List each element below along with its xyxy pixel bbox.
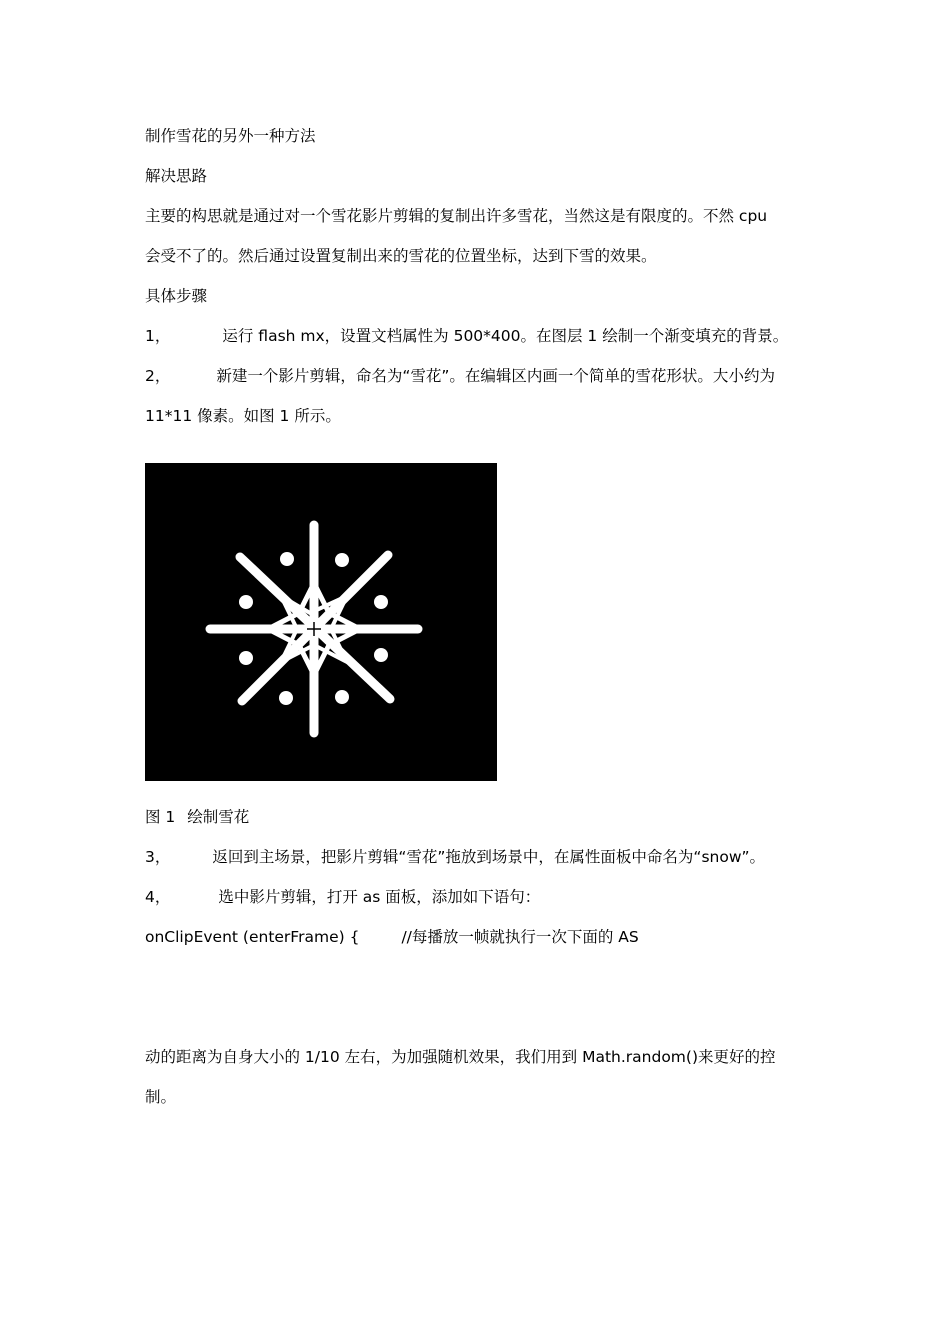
- step-2: [145, 356, 815, 396]
- code-line-7: [145, 1157, 815, 1197]
- step-text: 运行 flash mx，设置文档属性为 500*400。在图层 1 绘制一个渐变填充的背景。: [222, 327, 789, 345]
- steps-heading: 具体步骤: [145, 287, 208, 305]
- step-1: [145, 316, 815, 356]
- figure-caption-text: 绘制雪花: [187, 808, 250, 826]
- code-comment: //每播放一帧就执行一次下面的 AS: [401, 928, 639, 946]
- snowflake-figure: [145, 463, 497, 781]
- document-title: 制作雪花的另外一种方法: [145, 127, 316, 145]
- step-number: 3，: [145, 848, 171, 866]
- code-line-2: [145, 957, 815, 997]
- code-line-6: [145, 1117, 815, 1157]
- approach-paragraph-line-2: 会受不了的。然后通过设置复制出来的雪花的位置坐标，达到下雪的效果。: [145, 247, 657, 265]
- code-text: onClipEvent (enterFrame) {: [145, 928, 360, 946]
- step-text: 11*11 像素。如图 1 所示。: [145, 407, 341, 425]
- approach-heading: 解决思路: [145, 167, 208, 185]
- step-3: [145, 837, 815, 877]
- step-text: 选中影片剪辑，打开 as 面板，添加如下语句：: [218, 888, 541, 906]
- code-comment-line-5: [145, 1077, 815, 1117]
- code-line-1: [145, 917, 815, 957]
- step-number: 2，: [145, 367, 171, 385]
- code-comment-line-4: [145, 1037, 815, 1077]
- step-number: 4，: [145, 888, 171, 906]
- snowflake-icon: [145, 463, 497, 781]
- code-comment: 动的距离为自身大小的 1/10 左右，为加强随机效果，我们用到 Math.random()来更好的控: [145, 1048, 776, 1066]
- approach-paragraph-line-1: 主要的构思就是通过对一个雪花影片剪辑的复制出许多雪花，当然这是有限度的。不然 cpu: [145, 207, 768, 225]
- step-number: 1，: [145, 327, 171, 345]
- code-comment: 制。: [145, 1088, 177, 1106]
- step-text: 返回到主场景，把影片剪辑“雪花”拖放到场景中，在属性面板中命名为“snow”。: [212, 848, 766, 866]
- step-text: 新建一个影片剪辑，命名为“雪花”。在编辑区内画一个简单的雪花形状。大小约为: [216, 367, 775, 385]
- step-2-continued: [145, 396, 815, 436]
- figure-caption: [145, 797, 815, 837]
- document-page: [145, 116, 815, 1197]
- step-4: [145, 877, 815, 917]
- figure-label: 图 1: [145, 808, 176, 826]
- code-line-3: [145, 997, 815, 1037]
